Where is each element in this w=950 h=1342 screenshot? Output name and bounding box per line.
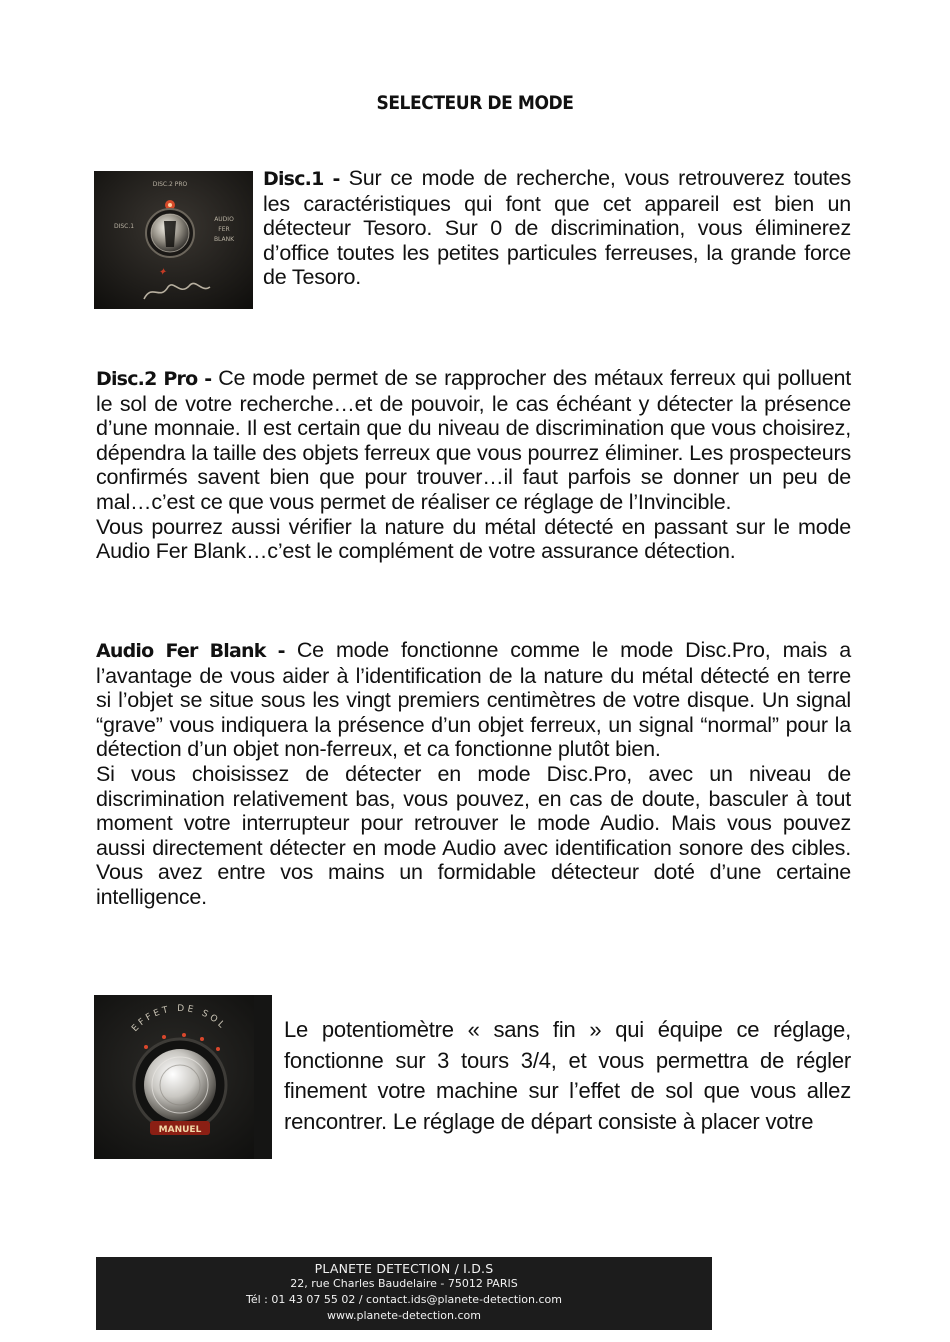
disc2-heading: Disc.2 Pro - [96, 368, 219, 390]
disc2-text: Ce mode permet de se rapprocher des métaux ferreux qui polluent le sol de votre recherche…et de pouvoir, le cas échéant y détecter la présence d’une monnaie. Il est certain que du niveau de discrimination que vous choisirez, dépendra la taille des objets ferreux que vous pourrez éliminer. Les prospecteurs confirmés savent bien que pour trouver…il faut parfois se donner un peu de mal…c’est ce que vous permet de réaliser ce réglage de l’Invincible. [96, 366, 851, 514]
audio-text-continued: Si vous choisissez de détecter en mode Disc.Pro, avec un niveau de discrimination relativement bas, vous pouvez, en cas de doute, basculer à tout moment votre interrupteur pour retrouver le mode Audio. Mais vous pouvez aussi directement détecter en mode Audio avec identification sonore des cibles. Vous avez entre vos mains un formidable détecteur doté d’une certaine intelligence. [96, 761, 851, 909]
disc1-paragraph [263, 166, 851, 290]
disc1-heading: Disc.1 - [263, 168, 349, 190]
audio-paragraph [96, 638, 851, 910]
manuel-plate-label: MANUEL [158, 1125, 202, 1135]
selector-logo: ✦ [158, 267, 167, 278]
disc1-text: Sur ce mode de recherche, vous retrouverez toutes les caractéristiques qui font que cet appareil est bien un détecteur Tesoro. Sur 0 de discrimination, vous éliminerez d’office toutes les petites particules ferreuses, la grande force de Tesoro. [263, 166, 851, 290]
footer-website: www.planete-detection.com [327, 1309, 481, 1322]
ground-knob [144, 1049, 216, 1121]
selector-label-blank: BLANK [213, 236, 235, 243]
selector-label-disc2: DISC.2 PRO [152, 181, 188, 188]
footer-address: 22, rue Charles Baudelaire - 75012 PARIS [290, 1277, 518, 1290]
mode-selector-illustration [94, 171, 253, 309]
ground-knob-illustration [94, 995, 272, 1159]
mode-selector-photo [94, 171, 253, 309]
footer [96, 1257, 712, 1330]
disc2-paragraph [96, 366, 851, 564]
ground-knob-photo [94, 995, 272, 1159]
page-title: SELECTEUR DE MODE [376, 92, 574, 114]
selector-label-fer: FER [218, 226, 230, 233]
selector-label-audio: AUDIO [214, 216, 234, 223]
audio-heading: Audio Fer Blank - [96, 640, 297, 662]
footer-company: PLANETE DETECTION / I.D.S [314, 1261, 494, 1276]
audio-text: Ce mode fonctionne comme le mode Disc.Pro, mais a l’avantage de vous aider à l’identification de la nature du métal détecté en terre si l’objet se situe sous les vingt premiers centimètres de votre disque. Un signal “grave” vous indiquera la présence d’un objet ferreux, un signal “normal” pour la détection d’un objet non-ferreux, et ca fonctionne plutôt bien. [96, 638, 851, 762]
footer-contact: Tél : 01 43 07 55 02 / contact.ids@planete-detection.com [246, 1293, 562, 1306]
effet-paragraph: Le potentiomètre « sans fin » qui équipe ce réglage, fonctionne sur 3 tours 3/4, et vous permettra de régler finement votre machine sur l’effet de sol que vous allez rencontrer. Le réglage de départ consiste à placer votre [284, 1017, 851, 1134]
ground-knob-arc-label: EFFET DE SOL [130, 1003, 229, 1035]
selector-label-disc1: DISC.1 [113, 223, 135, 230]
disc2-text-continued: Vous pourrez aussi vérifier la nature du métal détecté en passant sur le mode Audio Fer Blank…c’est le complément de votre assurance détection. [96, 514, 851, 564]
